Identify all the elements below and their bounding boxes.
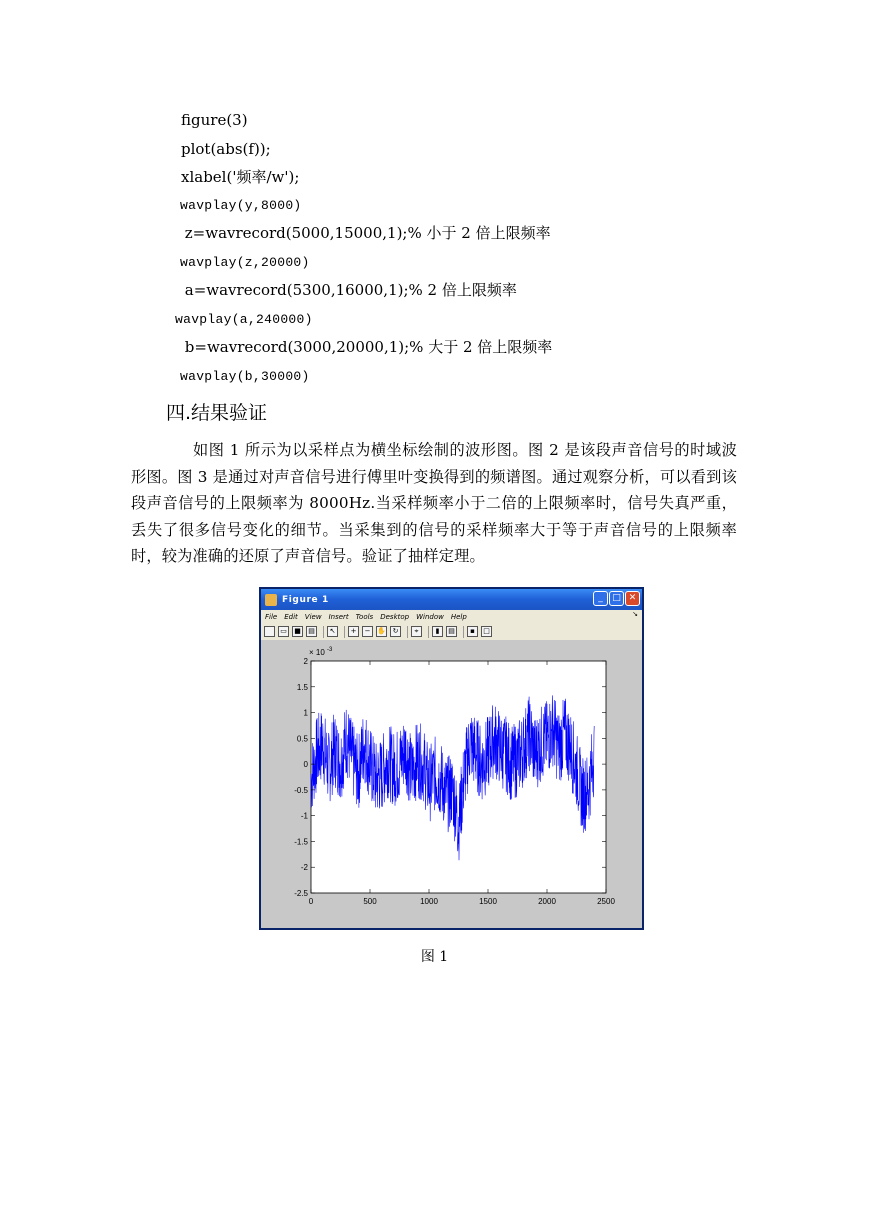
close-button[interactable]: ✕ [625, 591, 640, 606]
code-line: wavplay(b,30000) [180, 369, 310, 384]
menu-view[interactable]: View [304, 612, 322, 621]
y-tick-label: 1.5 [296, 682, 308, 692]
y-tick-label: -2 [300, 863, 308, 873]
code-line: wavplay(z,20000) [180, 255, 310, 270]
y-tick-label: 0 [303, 760, 308, 770]
zoom-out-icon[interactable]: − [362, 626, 373, 637]
waveform-chart [261, 640, 642, 928]
x-tick-label: 500 [363, 897, 377, 906]
pointer-icon[interactable]: ↖ [327, 626, 338, 637]
menu-overflow-icon[interactable]: ↘ [632, 610, 638, 618]
menu-edit[interactable]: Edit [284, 612, 298, 621]
x-tick-label: 2500 [597, 897, 615, 906]
show-tools-icon[interactable]: □ [481, 626, 492, 637]
menu-file[interactable]: File [265, 612, 278, 621]
print-icon[interactable]: ▤ [306, 626, 317, 637]
code-line: a=wavrecord(5300,16000,1);% 2 倍上限频率 [180, 281, 517, 299]
y-tick-label: 1 [303, 708, 308, 718]
x-tick-label: 2000 [538, 897, 556, 906]
menu-bar [261, 610, 642, 623]
menu-tools[interactable]: Tools [355, 612, 374, 621]
toolbar-separator [428, 626, 429, 638]
code-line: figure(3) [181, 111, 248, 129]
y-tick-label: -2.5 [294, 889, 308, 898]
menu-desktop[interactable]: Desktop [380, 612, 410, 621]
y-tick-label: -1.5 [294, 837, 308, 847]
menu-insert[interactable]: Insert [328, 612, 349, 621]
code-line: xlabel('频率/w'); [181, 168, 300, 186]
section-heading: 四.结果验证 [166, 402, 268, 424]
code-line: wavplay(a,240000) [175, 312, 313, 327]
exponent-label: × 10 [309, 648, 325, 657]
data-cursor-icon[interactable]: ⌖ [411, 626, 422, 637]
menu-window[interactable]: Window [416, 612, 444, 621]
code-line: b=wavrecord(3000,20000,1);% 大于 2 倍上限频率 [180, 338, 553, 356]
toolbar-separator [407, 626, 408, 638]
exponent-power: -3 [327, 647, 333, 653]
x-tick-label: 1500 [479, 897, 497, 906]
toolbar-separator [344, 626, 345, 638]
toolbar-separator [463, 626, 464, 638]
figure-caption: 图 1 [420, 949, 449, 965]
pan-icon[interactable]: ✋ [377, 627, 386, 635]
code-line: plot(abs(f)); [181, 140, 271, 158]
y-tick-label: -0.5 [294, 785, 308, 795]
code-line: z=wavrecord(5000,15000,1);% 小于 2 倍上限频率 [180, 224, 551, 242]
hide-tools-icon[interactable]: ▪ [467, 626, 478, 637]
toolbar [261, 623, 642, 641]
open-file-icon[interactable]: ▭ [278, 626, 289, 637]
maximize-button[interactable]: □ [609, 591, 624, 606]
toolbar-separator [323, 626, 324, 638]
y-tick-label: 2 [303, 657, 308, 666]
menu-help[interactable]: Help [450, 612, 467, 621]
title-bar[interactable] [261, 589, 642, 610]
body-paragraph: 如图 1 所示为以采样点为横坐标绘制的波形图。图 2 是该段声音信号的时域波形图。图 3 是通过对声音信号进行傅里叶变换得到的频谱图。通过观察分析，可以看到该段声音信号的上限频率为 8000Hz.当采样频率小于二倍的上限频率时，信号失真严重，丢失了很多信号变化的细节。当采集到的信号的采样频率大于等于声音信号的上限频率时，较为准确的还原了声音信号。验证了抽样定理。 [131, 441, 737, 566]
x-tick-label: 0 [308, 897, 314, 906]
plot-area [261, 640, 642, 928]
figure-window [259, 587, 644, 930]
code-line: wavplay(y,8000) [180, 198, 302, 213]
legend-icon[interactable]: ▤ [446, 626, 457, 637]
y-tick-label: -1 [300, 811, 308, 821]
rotate-icon[interactable]: ↻ [390, 626, 401, 637]
y-tick-label: 0.5 [296, 734, 308, 744]
new-figure-icon[interactable] [264, 626, 275, 637]
save-icon[interactable]: ■ [292, 626, 303, 637]
minimize-button[interactable]: _ [593, 591, 608, 606]
matlab-icon [265, 594, 277, 606]
window-title: Figure 1 [282, 594, 329, 605]
x-tick-label: 1000 [420, 897, 438, 906]
colorbar-icon[interactable]: ▮ [432, 626, 443, 637]
zoom-in-icon[interactable]: + [348, 626, 359, 637]
